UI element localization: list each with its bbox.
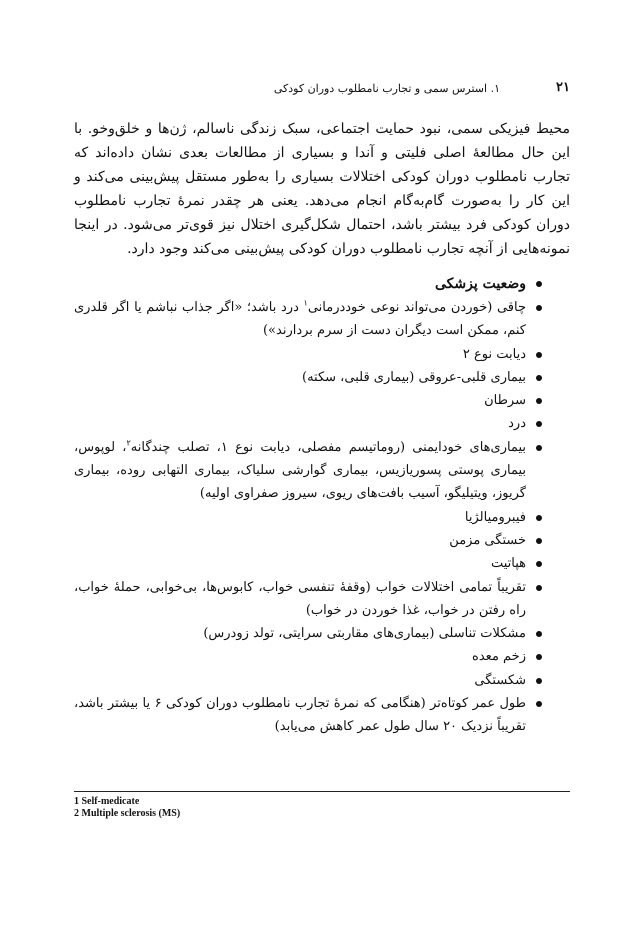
list-item-text: بیماری‌های خودایمنی (روماتیسم مفصلی، دیابت نوع ۱، تصلب چندگانه bbox=[130, 439, 526, 455]
list-item bbox=[74, 552, 570, 575]
bullet-icon bbox=[536, 654, 542, 660]
bullet-icon bbox=[536, 398, 542, 404]
bullet-icon bbox=[536, 538, 542, 544]
bullet-icon bbox=[536, 515, 542, 521]
list-item-text: مشکلات تناسلی (بیماری‌های مقاربتی سرایتی، تولد زودرس) bbox=[203, 626, 526, 642]
section-heading-text: وضعیت پزشکی bbox=[435, 276, 526, 292]
list-item-text-continued: ، لوپوس، بیماری پوستی پسوریازیس، بیماری گوارشی سلیاک، بیماری التهابی روده، بیماری گریوز، ویتیلیگو، آسیب بافت‌های ریوی، سیروز صفراوی اولیه) bbox=[74, 439, 526, 502]
bullet-icon bbox=[536, 701, 542, 707]
bullet-icon bbox=[536, 631, 542, 637]
bullet-icon bbox=[536, 421, 542, 427]
page-header bbox=[74, 80, 570, 100]
list-item bbox=[74, 622, 570, 645]
list-item bbox=[74, 669, 570, 692]
list-item-text: سرطان bbox=[484, 393, 526, 409]
section-heading bbox=[74, 272, 570, 296]
paragraph-text: محیط فیزیکی سمی، نبود حمایت اجتماعی، سبک زندگی ناسالم، ژن‌ها و خلق‌وخو. با این حال مطالعهٔ اصلی فلیتی و آندا و بسیاری از مطالعات بعدی نشان داده‌اند که تجارب نامطلوب دوران کودکی اختلالات بسیاری را به‌طور مستقل پیش‌بینی می‌کند و این کار را به‌صورت گام‌به‌گام انجام می‌دهد. یعنی هر چقدر نمرهٔ تجارب نامطلوب دوران کودکی فرد بیشتر باشد، احتمال شکل‌گیری اختلال نیز قوی‌تر می‌شود. در اینجا نمونه‌هایی از آنچه تجارب نامطلوب دوران کودکی پیش‌بینی می‌کند وجود دارد. bbox=[74, 121, 570, 257]
bullet-icon bbox=[536, 678, 542, 684]
running-title: ۱. استرس سمی و تجارب نامطلوب دوران کودکی bbox=[273, 82, 500, 95]
list-item-text: بیماری قلبی-عروقی (بیماری قلبی، سکته) bbox=[302, 369, 526, 385]
footnote-number: 1 bbox=[74, 796, 79, 807]
list-item-text: تقریباً تمامی اختلالات خواب (وقفهٔ تنفسی خواب، کابوس‌ها، بی‌خوابی، حملهٔ خواب، راه رفتن در خواب، غذا خوردن در خواب) bbox=[74, 579, 526, 618]
bullet-icon bbox=[536, 561, 542, 567]
list-item bbox=[74, 389, 570, 412]
list-item bbox=[74, 366, 570, 389]
list-item bbox=[74, 576, 570, 623]
list-item bbox=[74, 296, 570, 343]
bullet-icon bbox=[536, 445, 542, 451]
list-item-text: چاقی (خوردن می‌تواند نوعی خوددرمانی bbox=[307, 300, 526, 315]
list-item bbox=[74, 506, 570, 529]
list-item bbox=[74, 412, 570, 435]
list-item-text: فیبرومیالژیا bbox=[464, 509, 526, 525]
list-item-text: طول عمر کوتاه‌تر (هنگامی که نمرهٔ تجارب نامطلوب دوران کودکی ۶ یا بیشتر باشد، تقریباً نزدیک ۲۰ سال طول عمر کاهش می‌یابد) bbox=[74, 696, 526, 735]
bullet-icon bbox=[536, 281, 542, 287]
footnote-marker: ۱ bbox=[303, 298, 308, 308]
footnotes bbox=[74, 796, 570, 820]
list-item bbox=[74, 436, 570, 506]
list-item-text: دیابت نوع ۲ bbox=[462, 346, 526, 362]
list-item-text: هپاتیت bbox=[490, 556, 526, 572]
bullet-icon bbox=[536, 352, 542, 358]
list-item bbox=[74, 645, 570, 668]
list-item-text: شکستگی bbox=[474, 672, 526, 688]
body-paragraph bbox=[74, 117, 570, 261]
medical-conditions-section bbox=[74, 272, 570, 739]
page-number: ۲۱ bbox=[556, 80, 570, 95]
footnote bbox=[74, 796, 570, 808]
footnote-number: 2 bbox=[74, 808, 79, 819]
list-item bbox=[74, 529, 570, 552]
list-item-text: خستگی مزمن bbox=[449, 532, 526, 548]
condition-list bbox=[74, 296, 570, 739]
footnote-text: Self-medicate bbox=[81, 796, 140, 807]
list-item bbox=[74, 343, 570, 366]
list-item-text-continued: درد باشد؛ «اگر جذاب نباشم یا اگر قلدری کنم، ممکن است دیگران دست از سرم بردارند») bbox=[74, 300, 526, 339]
footnote-text: Multiple sclerosis (MS) bbox=[81, 808, 181, 819]
bullet-icon bbox=[536, 375, 542, 381]
list-item bbox=[74, 692, 570, 739]
list-item-text: درد bbox=[508, 416, 526, 432]
bullet-icon bbox=[536, 585, 542, 591]
bullet-icon bbox=[536, 305, 542, 311]
footnote-divider bbox=[74, 791, 570, 792]
footnote bbox=[74, 808, 570, 820]
footnote-marker: ۲ bbox=[126, 438, 131, 448]
list-item-text: زخم معده bbox=[472, 649, 526, 665]
